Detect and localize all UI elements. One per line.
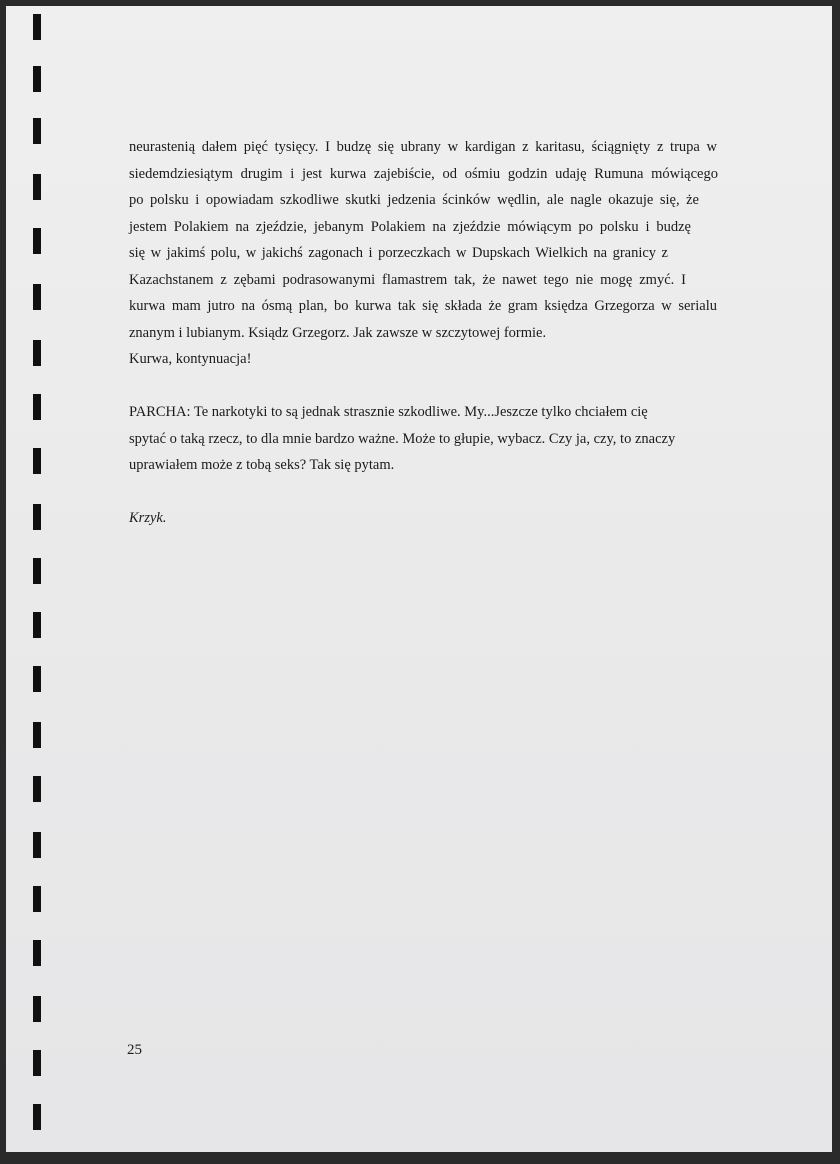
binding-hole	[33, 66, 41, 92]
text-line: siedemdziesiątym drugim i jest kurwa zajebiście, od ośmiu godzin udaję Rumuna mówiącego	[129, 165, 718, 182]
binding-hole	[33, 228, 41, 254]
stage-direction: Krzyk.	[129, 510, 167, 526]
binding-hole	[33, 1050, 41, 1076]
text-line: znanym i lubianym. Ksiądz Grzegorz. Jak zawsze w szczytowej formie.	[129, 324, 547, 341]
binding-hole	[33, 886, 41, 912]
binding-hole	[33, 14, 41, 40]
binding-hole	[33, 284, 41, 310]
paragraph-dialogue	[129, 399, 729, 479]
body-text	[129, 134, 729, 532]
binding-hole	[33, 558, 41, 584]
text-line: jestem Polakiem na zjeździe, jebanym Polakiem na zjeździe mówiącym po polsku i budzę	[129, 218, 691, 235]
binding-hole	[33, 832, 41, 858]
text-line: Kurwa, kontynuacja!	[129, 351, 252, 367]
text-line: neurastenią dałem pięć tysięcy. I budzę się ubrany w kardigan z karitasu, ściągnięty z trupa w	[129, 139, 717, 155]
paragraph-monologue	[129, 134, 729, 373]
text-line: kurwa mam jutro na ósmą plan, bo kurwa tak się składa że gram księdza Grzegorza w serialu	[129, 298, 717, 314]
paragraph-gap	[129, 479, 729, 506]
binding-hole	[33, 448, 41, 474]
binding-hole	[33, 118, 41, 144]
binding-holes	[6, 6, 56, 1152]
paragraph-gap	[129, 373, 729, 400]
text-line: Kazachstanem z zębami podrasowanymi flamastrem tak, że nawet tego nie mogę zmyć. I	[129, 271, 686, 288]
binding-hole	[33, 340, 41, 366]
binding-hole	[33, 504, 41, 530]
text-line: spytać o taką rzecz, to dla mnie bardzo ważne. Może to głupie, wybacz. Czy ja, czy, to znaczy	[129, 430, 676, 447]
text-line: się w jakimś polu, w jakichś zagonach i porzeczkach w Dupskach Wielkich na granicy z	[129, 245, 668, 261]
binding-hole	[33, 666, 41, 692]
binding-hole	[33, 174, 41, 200]
binding-hole	[33, 940, 41, 966]
document-page	[6, 6, 832, 1152]
page-number: 25	[127, 1042, 142, 1058]
binding-hole	[33, 722, 41, 748]
binding-hole	[33, 612, 41, 638]
text-line: po polsku i opowiadam szkodliwe skutki jedzenia ścinków wędlin, ale nagle okazuje się, że	[129, 192, 699, 208]
binding-hole	[33, 394, 41, 420]
binding-hole	[33, 776, 41, 802]
binding-hole	[33, 996, 41, 1022]
binding-hole	[33, 1104, 41, 1130]
text-line: PARCHA: Te narkotyki to są jednak strasznie szkodliwe. My...Jeszcze tylko chciałem cię	[129, 404, 648, 420]
text-line: uprawiałem może z tobą seks? Tak się pytam.	[129, 457, 395, 473]
